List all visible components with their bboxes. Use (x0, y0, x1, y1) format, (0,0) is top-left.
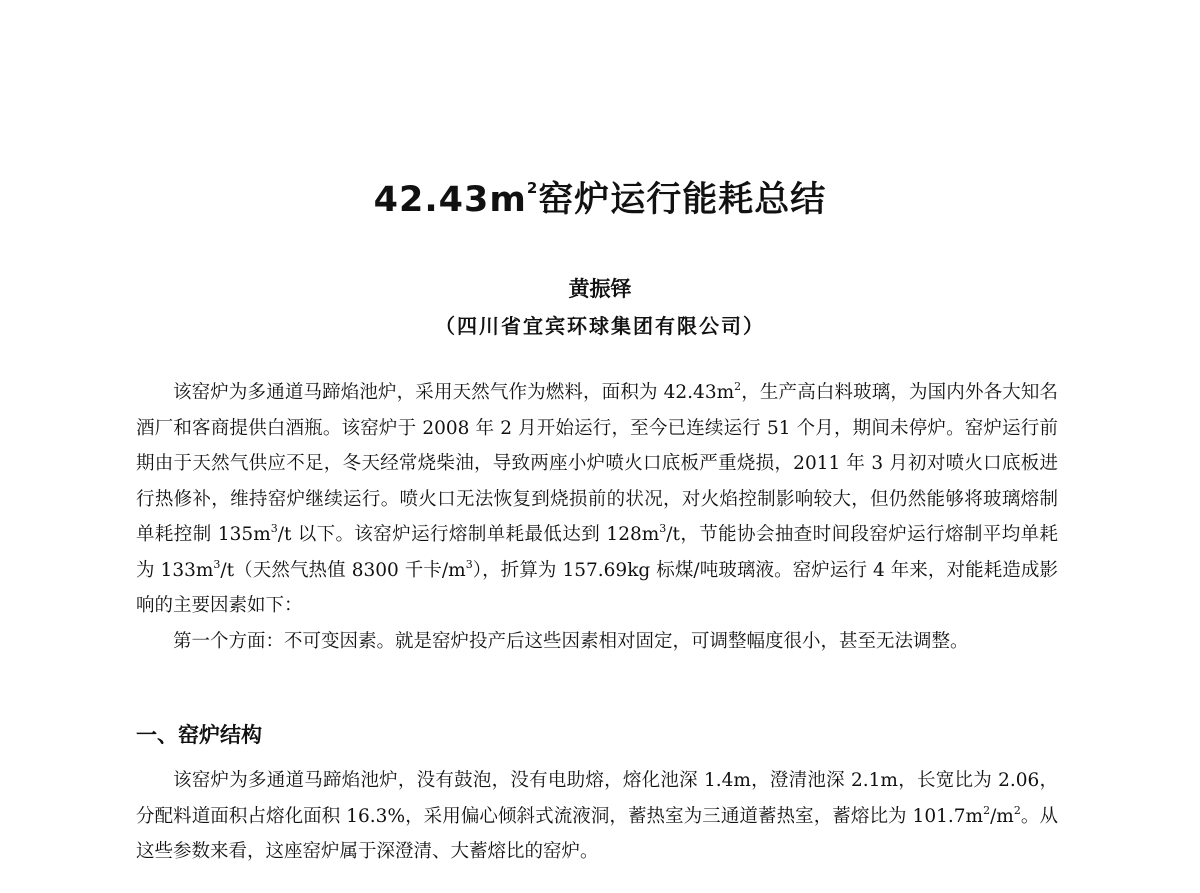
text-run: /m (990, 805, 1014, 827)
intro-paragraph-2: 第一个方面：不可变因素。就是窑炉投产后这些因素相对固定，可调整幅度很小，甚至无法调整。 (173, 630, 969, 652)
superscript: 2 (734, 380, 742, 393)
title-superscript: 2 (526, 179, 539, 197)
superscript: 3 (659, 522, 667, 535)
superscript: 3 (270, 522, 278, 535)
superscript: 3 (213, 557, 221, 571)
text-run: ），折算为 157.69kg 标煤/吨玻璃液。窑炉运行 4 年来，对能耗造成影响的主要因素如下： (136, 559, 1058, 616)
document-title (0, 176, 1200, 224)
text-run: /t，节能协会抽查时间段窑炉运行熔制平均单耗为 133m (136, 524, 1058, 581)
title-area-value: 42.43m (373, 180, 527, 220)
text-run: /t 以下。该窑炉运行熔制单耗最低达到 128m (277, 524, 660, 545)
intro-section (136, 375, 1058, 659)
section-1-paragraph (136, 763, 1058, 870)
intro-paragraph-1 (136, 375, 1058, 624)
section-heading: 一、窑炉结构 (136, 723, 262, 747)
text-run: ，生产高白料玻璃，为国内外各大知名酒厂和客商提供白酒瓶。该窑炉于 2008 年 2 月开始运行，至今已连续运行 51 个月，期间未停炉。窑炉运行前期由于天然气供应不足，冬天经常烧柴油，导致两座小炉喷火口底板严重烧损，2011 年 3 月初对喷火口底板进行热修补，维持窑炉继续运行。喷火口无法恢复到烧损前的状况，对火焰控制影响较大，但仍然能够将玻璃熔制单耗控制 135m (136, 382, 1058, 545)
superscript: 2 (1013, 803, 1021, 817)
text-run: 该窑炉为多通道马蹄焰池炉，没有鼓泡，没有电助熔，熔化池深 1.4m，澄清池深 2.1m，长宽比为 2.06，分配料道面积占熔化面积 16.3%，采用偏心倾斜式流液洞，蓄热室为三通道蓄热室，蓄熔比为 101.7m (136, 770, 1058, 827)
section-1-body (136, 763, 1058, 870)
text-run: 该窑炉为多通道马蹄焰池炉，采用天然气作为燃料，面积为 42.43m (173, 382, 735, 403)
author-name: 黄振铎 (568, 276, 632, 301)
text-run: 。从这些参数来看，这座窑炉属于深澄清、大蓄熔比的窑炉。 (136, 805, 1058, 862)
title-text: 窑炉运行能耗总结 (538, 180, 827, 220)
text-run: /t（天然气热值 8300 千卡/m (220, 559, 466, 581)
author-affiliation: （四川省宜宾环球集团有限公司） (435, 314, 765, 338)
superscript: 2 (983, 803, 991, 817)
superscript: 3 (465, 557, 473, 571)
